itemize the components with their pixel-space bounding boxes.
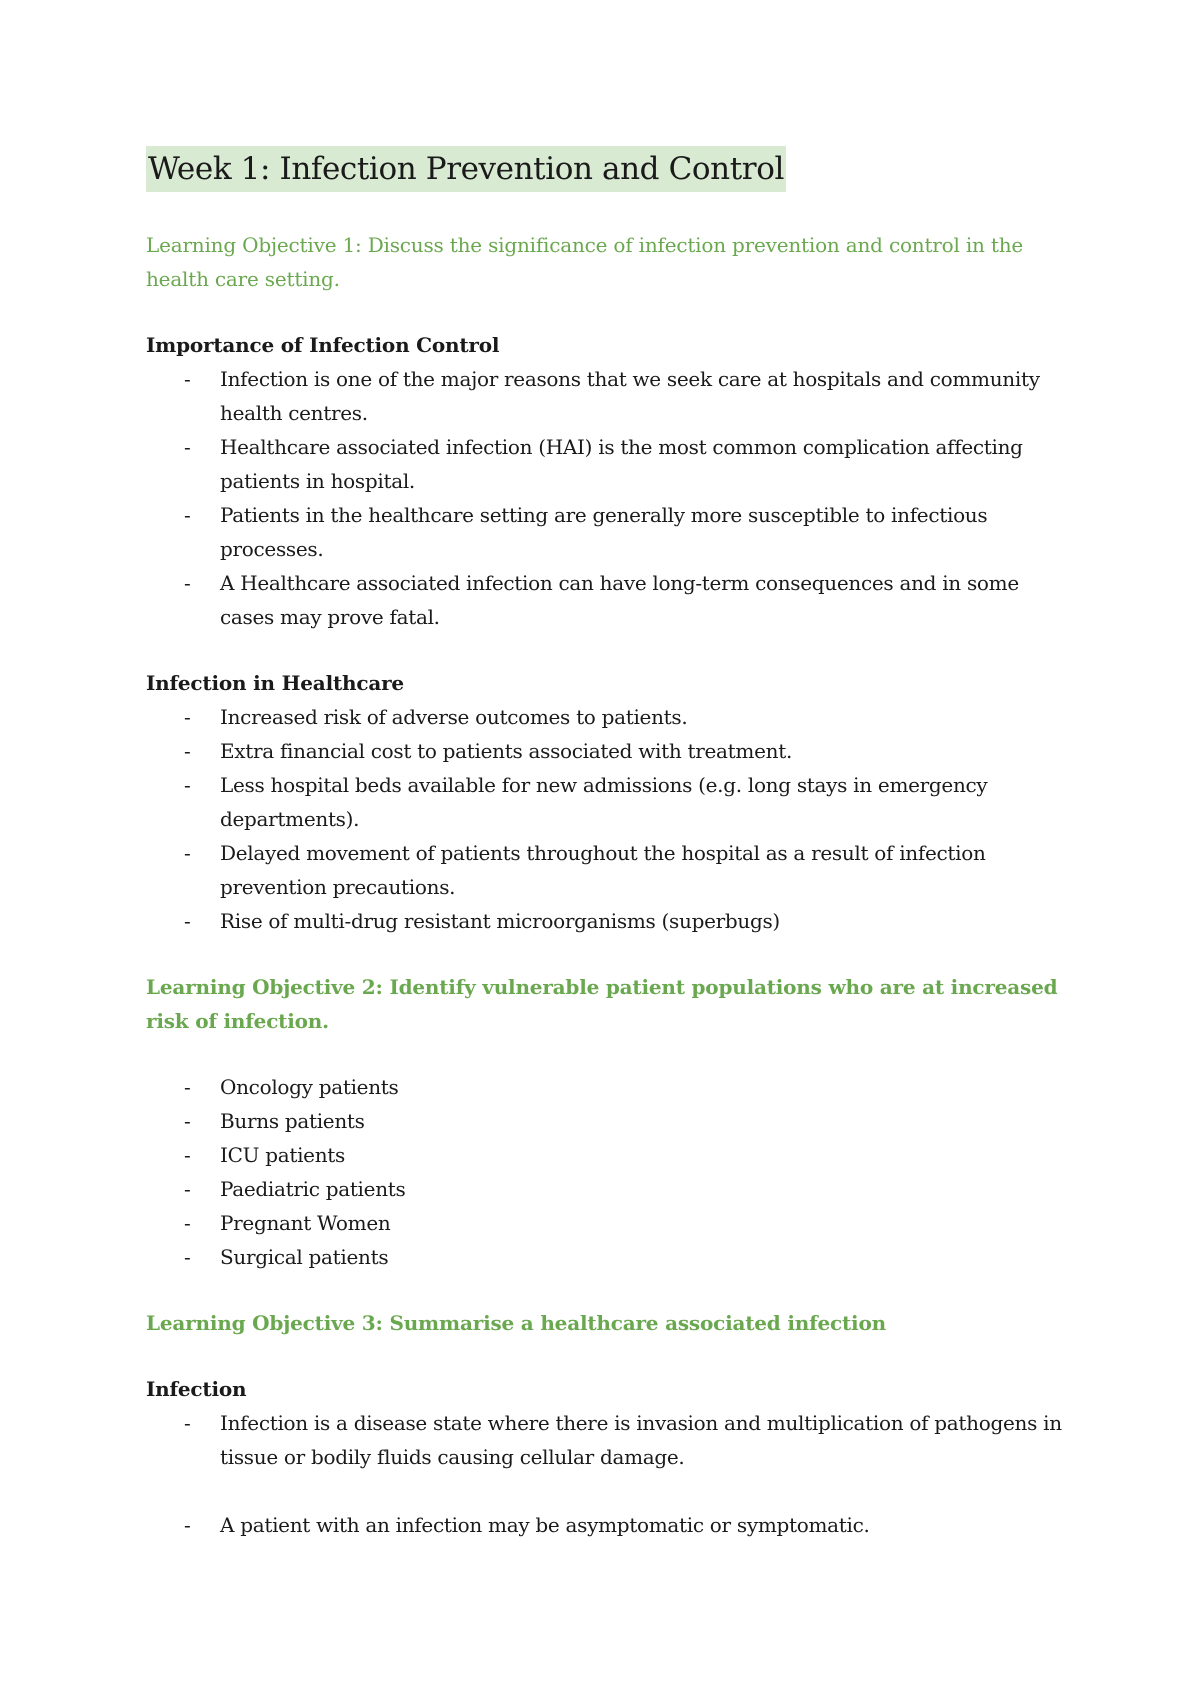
importance-list (146, 362, 1066, 634)
page-title: Week 1: Infection Prevention and Control (146, 146, 786, 192)
heading-importance-of-infection-control: Importance of Infection Control (146, 333, 500, 357)
list-item: - A Healthcare associated infection can have long-term consequences and in some cases may prove fatal. (146, 566, 1066, 634)
list-item: - Rise of multi-drug resistant microorganisms (superbugs) (146, 904, 1066, 938)
dash-bullet: - (184, 909, 191, 933)
dash-bullet: - (184, 705, 191, 729)
list-item: - Healthcare associated infection (HAI) is the most common complication affecting patients in hospital. (146, 430, 1066, 498)
learning-objective-2: Learning Objective 2: Identify vulnerable patient populations who are at increased risk of infection. (146, 975, 1058, 1033)
list-item: - Infection is a disease state where there is invasion and multiplication of pathogens in tissue or bodily fluids causing cellular damage. (146, 1406, 1066, 1474)
list-item: - A patient with an infection may be asymptomatic or symptomatic. (146, 1508, 1066, 1542)
list-item: - Increased risk of adverse outcomes to patients. (146, 700, 1066, 734)
document-page (146, 146, 1066, 1542)
list-item: - Delayed movement of patients throughout the hospital as a result of infection prevention precautions. (146, 836, 1066, 904)
dash-bullet: - (184, 773, 191, 797)
healthcare-list (146, 700, 1066, 938)
vulnerable-populations-list (146, 1070, 1066, 1274)
list-item: - Infection is one of the major reasons that we seek care at hospitals and community health centres. (146, 362, 1066, 430)
dash-bullet: - (184, 503, 191, 527)
dash-bullet: - (184, 1177, 191, 1201)
heading-infection: Infection (146, 1377, 247, 1401)
heading-infection-in-healthcare: Infection in Healthcare (146, 671, 404, 695)
dash-bullet: - (184, 571, 191, 595)
list-item: - Paediatric patients (146, 1172, 1066, 1206)
list-item: - Oncology patients (146, 1070, 1066, 1104)
dash-bullet: - (184, 739, 191, 763)
dash-bullet: - (184, 1075, 191, 1099)
dash-bullet: - (184, 1109, 191, 1133)
dash-bullet: - (184, 1245, 191, 1269)
dash-bullet: - (184, 1211, 191, 1235)
dash-bullet: - (184, 367, 191, 391)
dash-bullet: - (184, 435, 191, 459)
list-item: - Less hospital beds available for new admissions (e.g. long stays in emergency departments). (146, 768, 1066, 836)
list-item: - ICU patients (146, 1138, 1066, 1172)
infection-list (146, 1406, 1066, 1542)
list-item: - Patients in the healthcare setting are generally more susceptible to infectious processes. (146, 498, 1066, 566)
list-item: - Pregnant Women (146, 1206, 1066, 1240)
learning-objective-3: Learning Objective 3: Summarise a healthcare associated infection (146, 1311, 886, 1335)
dash-bullet: - (184, 841, 191, 865)
dash-bullet: - (184, 1411, 191, 1435)
dash-bullet: - (184, 1143, 191, 1167)
list-item: - Extra financial cost to patients associated with treatment. (146, 734, 1066, 768)
dash-bullet: - (184, 1513, 191, 1537)
list-item: - Burns patients (146, 1104, 1066, 1138)
list-item: - Surgical patients (146, 1240, 1066, 1274)
learning-objective-1: Learning Objective 1: Discuss the significance of infection prevention and control in the health care setting. (146, 233, 1024, 291)
